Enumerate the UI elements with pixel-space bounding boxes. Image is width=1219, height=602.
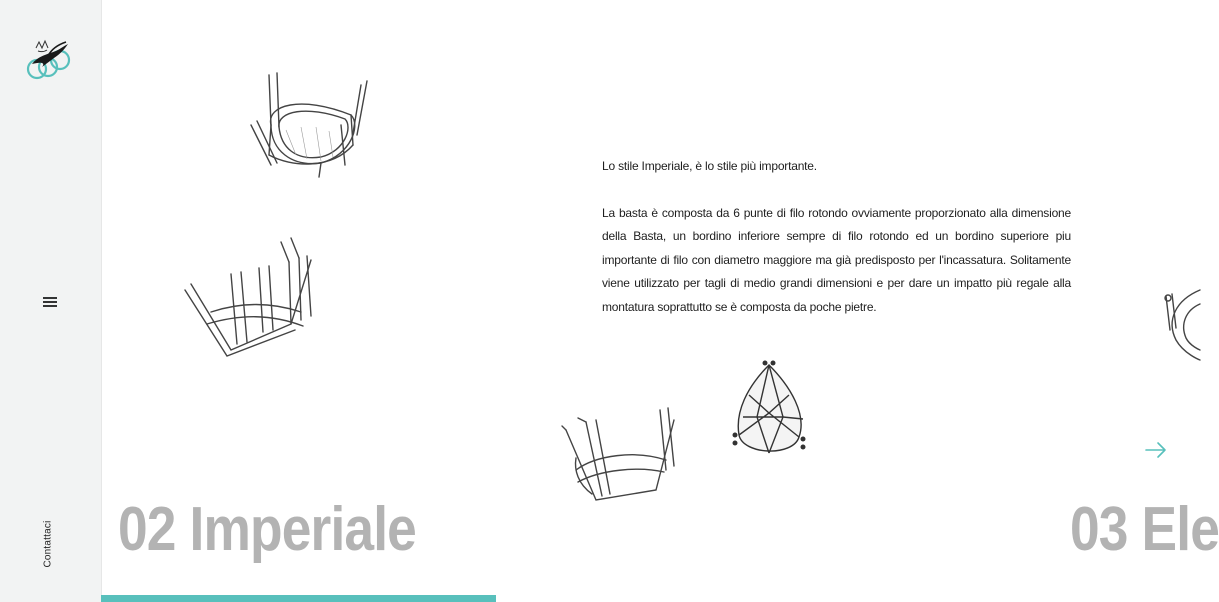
sketch-marquise-setting [171,232,321,362]
sketch-pear-stone [727,357,813,467]
logo[interactable] [24,34,74,84]
sidebar [0,0,102,602]
hamburger-menu-icon[interactable] [43,297,57,307]
current-slide-title: 02 Imperiale [118,495,416,564]
sketch-next-setting-partial [1146,280,1200,380]
contact-link[interactable] [38,520,58,568]
sketch-oval-setting [556,400,686,510]
sketch-pear-setting-top [241,55,381,185]
arrow-right-icon [1144,440,1168,460]
next-slide-button[interactable] [1144,440,1168,460]
slide-progress-bar [101,595,496,602]
bird-rings-logo-icon [24,34,74,84]
contact-label: Contattaci [42,520,54,568]
next-slide-title[interactable]: 03 Ele [1070,495,1219,564]
description-body: La basta è composta da 6 punte di filo rotondo ovviamente proporzionato alla dimensione della Basta, un bordino inferiore sempre di filo rotondo ed un bordino superiore piu importante di filo con diametro maggiore ma già predisposto per l'incassatura. Solitamente viene utilizzato per tagli di medio grandi dimensioni e per dare un impatto più regale alla montatura soprattutto se è composta da poche pietre. [602,205,1071,314]
slide-description [602,155,1071,342]
slide-main [101,0,1219,602]
description-intro: Lo stile Imperiale, è lo stile più importante. [602,159,817,173]
